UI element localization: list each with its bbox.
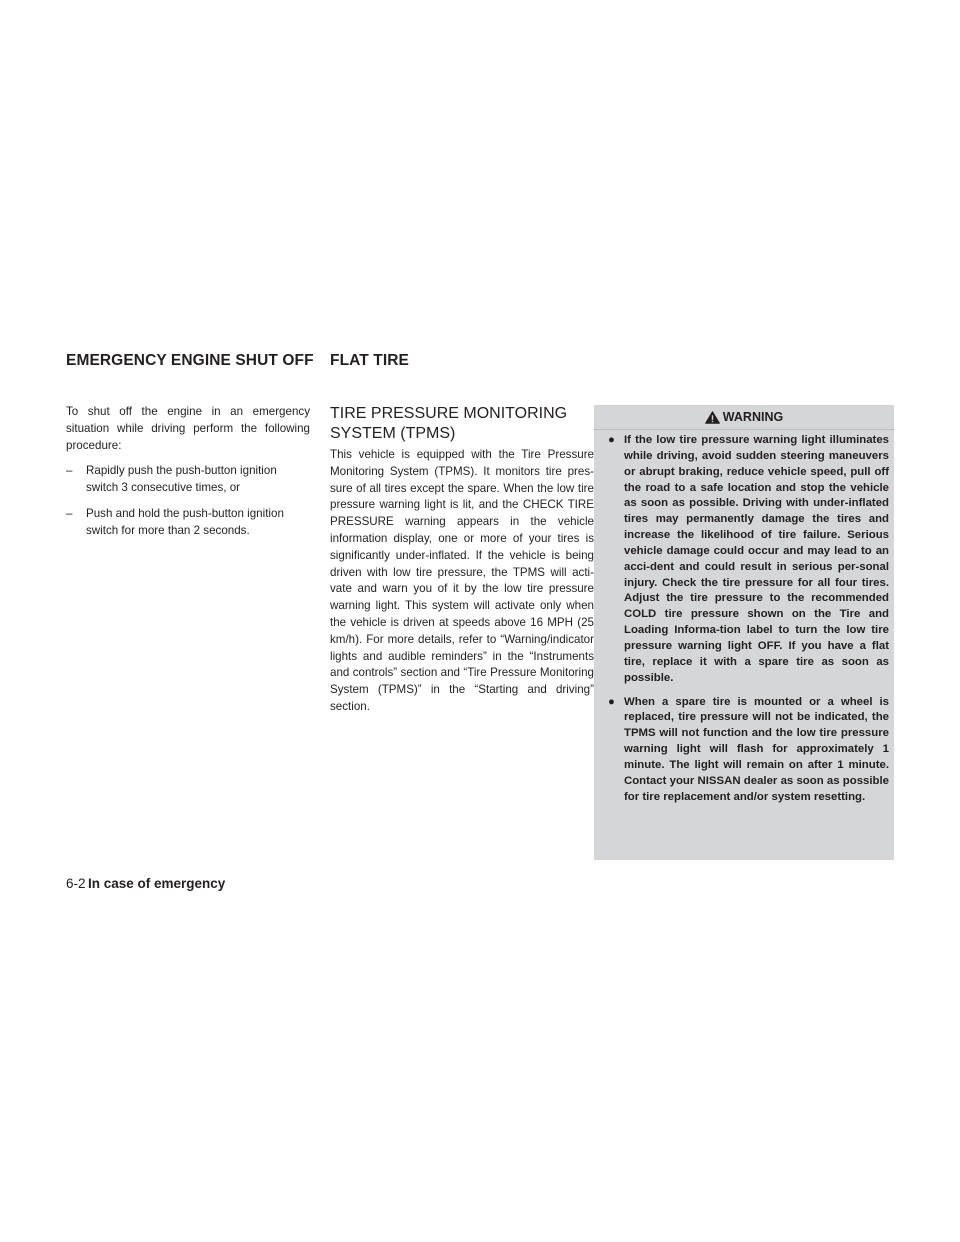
engine-shutoff-intro: To shut off the engine in an emergency situation while driving perform the following procedure:: [66, 405, 310, 452]
engine-shutoff-column: [66, 404, 310, 549]
warning-header: [594, 405, 894, 430]
warning-title: WARNING: [722, 410, 784, 424]
warning-list: [608, 433, 889, 813]
warning-item-text: When a spare tire is mounted or a wheel is replaced, tire pressure will not be indicated, the TPMS will not function and the low tire pressure warning light will flash for approximately 1 minute. The light will remain on after 1 minute. Contact your NISSAN dealer as soon as possible for tire replacement and/or system resetting.: [624, 695, 889, 803]
warning-triangle-icon: [705, 411, 720, 424]
warning-box: [594, 405, 894, 860]
list-item: [66, 463, 310, 497]
bullet-icon: ●: [608, 434, 615, 446]
section-heading-emergency-shutoff: EMERGENCY ENGINE SHUT OFF: [66, 352, 314, 369]
page-number: 6-2: [66, 876, 86, 891]
list-item: [66, 506, 310, 540]
tpms-body-text: This vehicle is equipped with the Tire Pressure Monitoring System (TPMS). It monitors tire pres-sure of all tires except the spare. When the low tire pressure warning light is lit, and the CHECK TIRE PRESSURE warning appears in the vehicle information display, one or more of your tires is significantly under-inflated. If the vehicle is being driven with low tire pressure, the TPMS will acti-vate and warn you of it by the low tire pressure warning light. This system will activate only when the vehicle is driven at speeds above 16 MPH (25 km/h). For more details, refer to “Warning/indicator lights and audible reminders” in the “Instruments and controls” section and “Tire Pressure Monitoring System (TPMS)” in the “Starting and driving” section.: [330, 448, 594, 713]
list-item-text: Rapidly push the push-button ignition switch 3 consecutive times, or: [86, 464, 277, 495]
bullet-icon: ●: [608, 695, 615, 708]
warning-item-text: If the low tire pressure warning light illuminates while driving, avoid sudden steering maneuvers or abrupt braking, reduce vehicle speed, pull off the road to a safe location and stop the vehicle as soon as possible. Driving with under-inflated tires may permanently damage the tires and increase the likelihood of tire failure. Serious vehicle damage could occur and may lead to an acci-dent and could result in serious per-sonal injury. Check the tire pressure for all four tires. Adjust the tire pressure to the recommended COLD tire pressure shown on the Tire and Loading Informa-tion label to turn the low tire pressure warning light OFF. If you have a flat tire, replace it with a spare tire as soon as possible.: [624, 434, 889, 684]
dash-marker: –: [66, 506, 73, 520]
list-item-text: Push and hold the push-button ignition switch for more than 2 seconds.: [86, 506, 284, 537]
warning-item: [608, 433, 889, 687]
tpms-subheading: TIRE PRESSURE MONITORING SYSTEM (TPMS): [330, 405, 568, 442]
section-heading-flat-tire: FLAT TIRE: [330, 352, 409, 369]
chapter-title: In case of emergency: [88, 876, 226, 891]
warning-item: [608, 695, 889, 806]
dash-marker: –: [66, 464, 73, 478]
